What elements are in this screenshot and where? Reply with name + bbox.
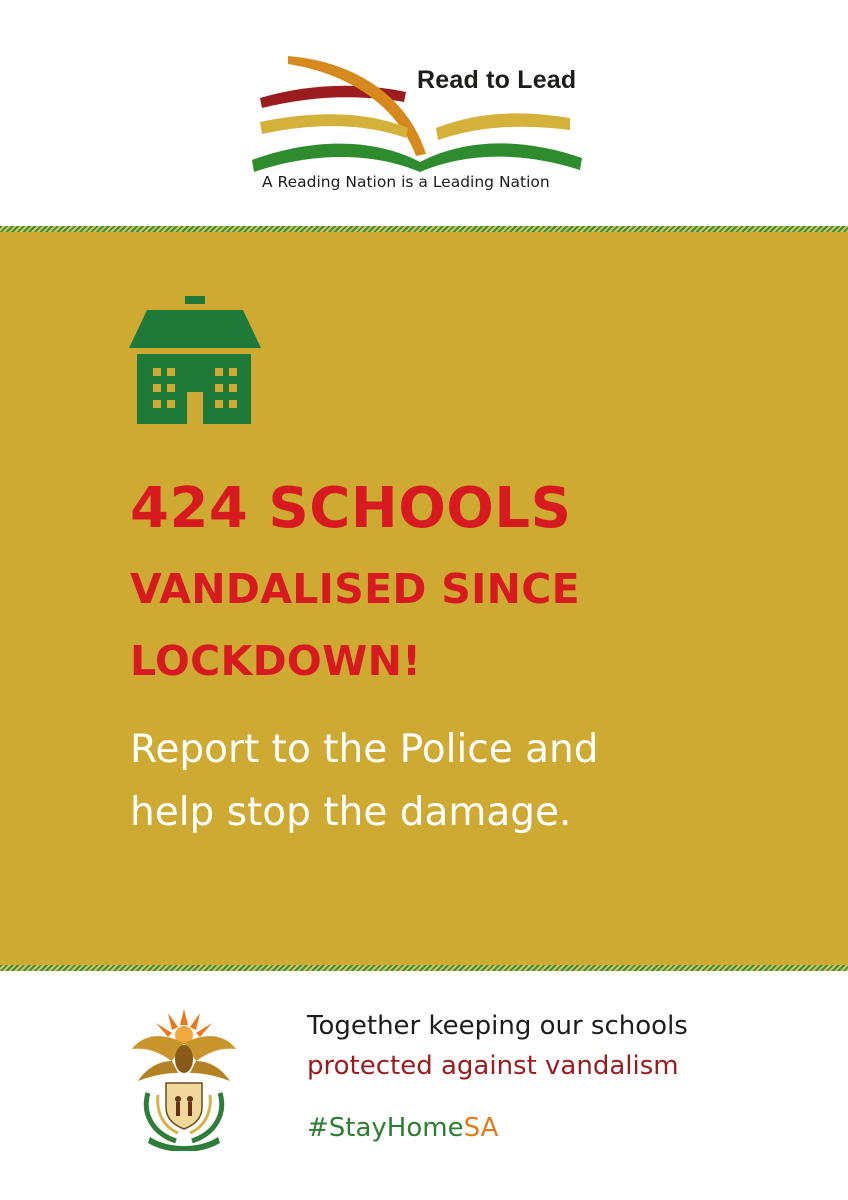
headline-count: 424 SCHOOLS <box>130 476 572 541</box>
subtext-line-1: Report to the Police and <box>130 727 599 772</box>
subtext-line-2: help stop the damage. <box>130 790 572 835</box>
hashtag <box>307 1113 498 1143</box>
footer-line-2: protected against vandalism <box>307 1051 679 1081</box>
hashtag-part-1: #StayHome <box>307 1113 464 1143</box>
logo-title: Read to Lead <box>417 66 577 94</box>
hashtag-part-2: SA <box>463 1113 499 1143</box>
headline-line-2: VANDALISED SINCE <box>130 565 580 613</box>
coat-of-arms-icon <box>128 1003 240 1151</box>
bottom-border-stripe <box>0 965 848 971</box>
school-building-icon <box>129 296 261 426</box>
footer-line-1: Together keeping our schools <box>307 1011 688 1041</box>
logo-tagline: A Reading Nation is a Leading Nation <box>262 173 550 191</box>
headline-line-3: LOCKDOWN! <box>130 637 422 685</box>
header-logo <box>0 0 848 228</box>
